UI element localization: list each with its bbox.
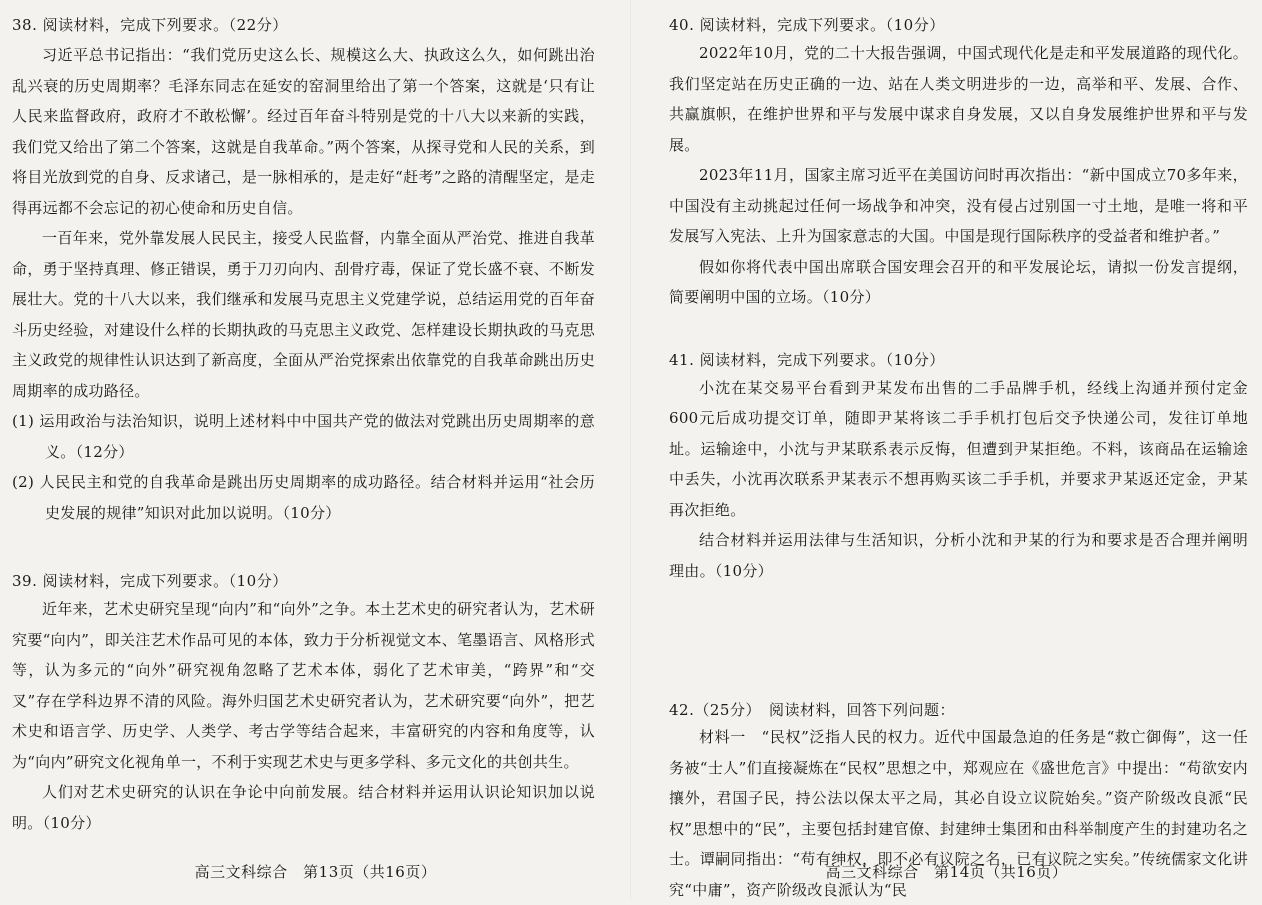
question-38-subquestion-2: (2) 人民民主和党的自我革命是跳出历史周期率的成功路径。结合材料并运用“社会历史发展的规律”知识对此加以说明。（10分） — [12, 473, 595, 522]
left-page — [0, 0, 631, 900]
question-41-material-paragraph: 小沈在某交易平台看到尹某发布出售的二手品牌手机，经线上沟通并预付定金600元后成功提交订单，随即尹某将该二手手机打包后交予快递公司，发往订单地址。运输途中，小沈与尹某联系表示反悔，但遭到尹某拒绝。不料，该商品在运输途中丢失，小沈再次联系尹某表示不想再购买该二手手机，并要求尹某返还定金，尹某再次拒绝。 — [669, 378, 1248, 519]
question-40-material-paragraph-2: 2023年11月，国家主席习近平在美国访问时再次指出：“新中国成立70多年来，中国没有主动挑起过任何一场战争和冲突，没有侵占过别国一寸土地，是唯一将和平发展写入宪法、上升为国家意志的大国。中国是现行国际秩序的受益者和维护者。” — [669, 166, 1248, 245]
question-38-heading: 38. 阅读材料，完成下列要求。（22分） — [12, 16, 288, 34]
question-40 — [669, 12, 1248, 313]
left-page-footer: 高三文科综合 第13页（共16页） — [194, 863, 437, 881]
question-41 — [669, 347, 1248, 587]
question-41-prompt: 结合材料并运用法律与生活知识，分析小沈和尹某的行为和要求是否合理并阐明理由。（10分） — [669, 531, 1248, 580]
question-38-material-paragraph-1: 习近平总书记指出：“我们党历史这么长、规模这么大、执政这么久，如何跳出治乱兴衰的历史周期率？毛泽东同志在延安的窑洞里给出了第一个答案，这就是‘只有让人民来监督政府，政府才不敢松懈’。经过百年奋斗特别是党的十八大以来新的实践，我们党又给出了第二个答案，这就是自我革命。”两个答案，从探寻党和人民的关系，到将目光放到党的自身、反求诸己，是一脉相承的，是走好“赶考”之路的清醒坚定，是走得再远都不会忘记的初心使命和历史自信。 — [12, 46, 595, 217]
question-39 — [12, 568, 595, 838]
right-page-footer: 高三文科综合 第14页（共16页） — [825, 863, 1068, 881]
question-38-material-paragraph-2: 一百年来，党外靠发展人民民主，接受人民监督，内靠全面从严治党、推进自我革命，勇于坚持真理、修正错误，勇于刀刃向内、刮骨疗毒，保证了党长盛不衰、不断发展壮大。党的十八大以来，我们继承和发展马克思主义党建学说，总结运用党的百年奋斗历史经验，对建设什么样的长期执政的马克思主义政党、怎样建设长期执政的马克思主义政党的规律性认识达到了新高度，全面从严治党探索出依靠党的自我革命跳出历史周期率的成功路径。 — [12, 229, 595, 400]
right-page — [631, 0, 1262, 900]
question-42-heading: 42.（25分） 阅读材料，回答下列问题： — [669, 701, 955, 719]
question-41-heading: 41. 阅读材料，完成下列要求。（10分） — [669, 350, 945, 369]
question-42-material-1: 材料一 “民权”泛指人民的权力。近代中国最急迫的任务是“救亡御侮”，这一任务被“士人”们直接凝炼在“民权”思想之中，郑观应在《盛世危言》中提出：“苟欲安内攘外，君国子民，持公法以保太平之局，其必自设立议院始矣。”资产阶级改良派“民权”思想中的“民”，主要包括封建官僚、封建绅士集团和由科举制度产生的封建功名之士。谭嗣同指出：“苟有绅权，即不必有议院之名，已有议院之实矣。”传统儒家文化讲究“中庸”，资产阶级改良派认为“民 — [669, 728, 1248, 899]
question-39-prompt: 人们对艺术史研究的认识在争论中向前发展。结合材料并运用认识论知识加以说明。（10分） — [12, 783, 595, 832]
question-39-heading: 39. 阅读材料，完成下列要求。（10分） — [12, 572, 288, 590]
question-38 — [12, 12, 595, 528]
question-38-subquestion-1: (1) 运用政治与法治知识，说明上述材料中中国共产党的做法对党跳出历史周期率的意义。（12分） — [12, 412, 595, 461]
question-40-material-paragraph-1: 2022年10月，党的二十大报告强调，中国式现代化是走和平发展道路的现代化。我们坚定站在历史正确的一边、站在人类文明进步的一边，高举和平、发展、合作、共赢旗帜，在维护世界和平与发展中谋求自身发展，又以自身发展维护世界和平与发展。 — [669, 44, 1248, 154]
question-39-material-paragraph: 近年来，艺术史研究呈现“向内”和“向外”之争。本土艺术史的研究者认为，艺术研究要“向内”，即关注艺术作品可见的本体，致力于分析视觉文本、笔墨语言、风格形式等，认为多元的“向外”研究视角忽略了艺术本体，弱化了艺术审美，“跨界”和“交叉”存在学科边界不清的风险。海外归国艺术史研究者认为，艺术研究要“向外”，把艺术史和语言学、历史学、人类学、考古学等结合起来，丰富研究的内容和角度等，认为“向内”研究文化视角单一，不利于实现艺术史与更多学科、多元文化的共创共生。 — [12, 600, 595, 771]
question-40-prompt: 假如你将代表中国出席联合国安理会召开的和平发展论坛，请拟一份发言提纲，简要阐明中国的立场。（10分） — [669, 257, 1248, 306]
question-40-heading: 40. 阅读材料，完成下列要求。（10分） — [669, 16, 945, 34]
